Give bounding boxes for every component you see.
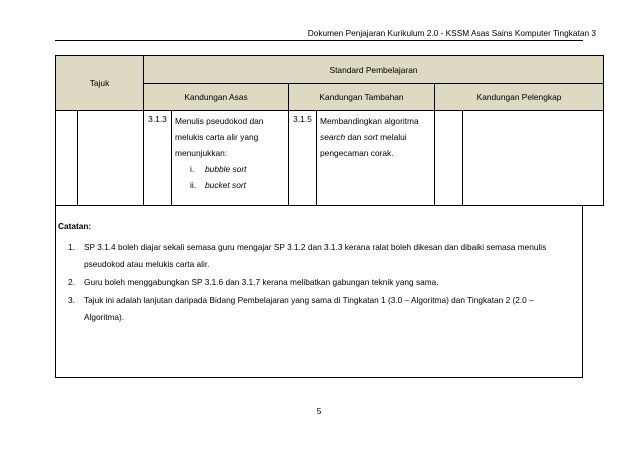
pelengkap-content: [463, 111, 604, 206]
asas-content: Menulis pseudokod dan melukis carta alir yang menunjukkan: i. bubble sort ii. bucket sort: [172, 111, 289, 206]
kandungan-tambahan-header: Kandungan Tambahan: [289, 84, 435, 111]
tambahan-content: Membandingkan algoritma search dan sort melalui pengecaman corak.: [317, 111, 435, 206]
document-header: Dokumen Penjajaran Kurikulum 2.0 - KSSM Asas Sains Komputer Tingkatan 3: [307, 28, 596, 38]
list-item: 2. Guru boleh menggabungkan SP 3.1.6 dan 3.1.7 kerana melibatkan gabungan teknik yang sama.: [68, 277, 439, 287]
tajuk-number-cell: [56, 111, 78, 206]
header-rule: [55, 40, 583, 41]
list-item: 1. SP 3.1.4 boleh diajar sekali semasa guru mengajar SP 3.1.2 dan 3.1.3 kerana ralat boleh dikesan dan dibaiki semasa menulis pseudokod atau melukis carta alir.: [68, 242, 547, 269]
pelengkap-number: [435, 111, 463, 206]
catatan-box: [55, 205, 583, 378]
list-item: ii. bucket sort: [190, 180, 246, 190]
list-item: i. bubble sort: [190, 164, 247, 174]
tajuk-header: Tajuk: [56, 56, 144, 111]
catatan-list: [68, 239, 572, 327]
kandungan-asas-header: Kandungan Asas: [144, 84, 289, 111]
curriculum-table: [55, 55, 604, 206]
page-number: 5: [316, 406, 322, 416]
asas-number: 3.1.3: [144, 111, 172, 206]
list-item: 3. Tajuk ini adalah lanjutan daripada Bidang Pembelajaran yang sama di Tingkatan 1 (3.0 – Algoritma) dan Tingkatan 2 (2.0 – Algoritma).: [68, 295, 534, 322]
kandungan-pelengkap-header: Kandungan Pelengkap: [435, 84, 604, 111]
tambahan-number: 3.1.5: [289, 111, 317, 206]
standard-pembelajaran-header: Standard Pembelajaran: [144, 56, 604, 84]
catatan-title: Catatan:: [58, 221, 92, 231]
tajuk-text-cell: [78, 111, 144, 206]
